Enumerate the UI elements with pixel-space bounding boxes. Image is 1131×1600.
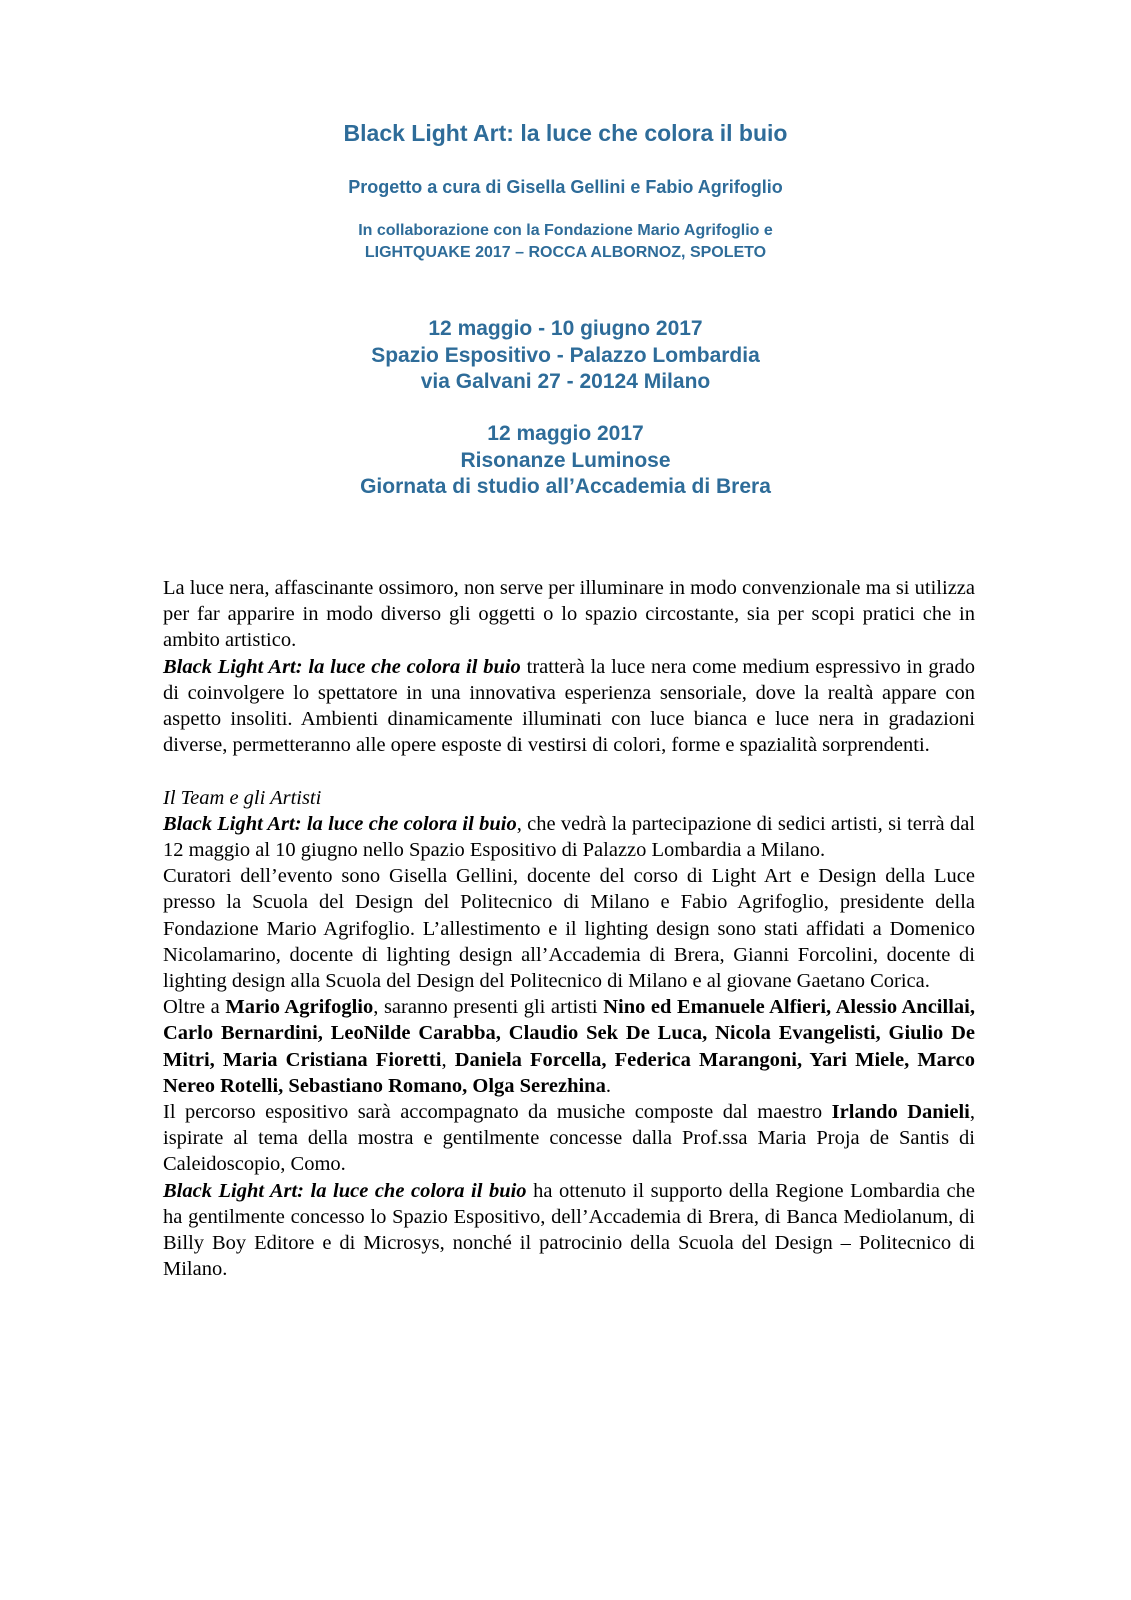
study-day-block	[200, 421, 931, 501]
music-paragraph	[163, 1099, 975, 1178]
featured-artist: Mario Agrifoglio	[225, 996, 374, 1019]
artists-text: .	[605, 1074, 611, 1097]
support-paragraph	[163, 1178, 975, 1283]
exhibition-dates: 12 maggio - 10 giugno 2017	[428, 317, 703, 340]
project-title-reference: Black Light Art: la luce che colora il buio	[163, 812, 517, 835]
exhibition-address: via Galvani 27 - 20124 Milano	[420, 370, 711, 393]
intro-paragraph: La luce nera, affascinante ossimoro, non serve per illuminare in modo convenzionale ma si utilizza per far apparire in modo diverso gli oggetti o lo spazio circostante, sia per scopi pratici che in ambito artistico.	[163, 577, 975, 652]
artists-list-2: Daniela Forcella, Federica Marangoni, Yari Miele, Marco Nereo Rotelli, Sebastiano Romano, Olga Serezhina	[163, 1048, 975, 1097]
study-day-date: 12 maggio 2017	[487, 422, 644, 445]
collaboration-block	[200, 220, 931, 264]
exhibition-text: , che vedrà la partecipazione di sedici artisti, si terrà dal 12 maggio al 10 giugno nello Spazio Espositivo di Palazzo Lombardia a Milano.	[163, 812, 975, 862]
exhibition-info-block	[200, 316, 931, 396]
body-text	[163, 575, 975, 1282]
music-text: Il percorso espositivo sarà accompagnato da musiche composte dal maestro	[163, 1101, 832, 1124]
composer-name: Irlando Danieli	[831, 1101, 970, 1124]
artists-text: Oltre a	[163, 996, 226, 1019]
concept-paragraph	[163, 654, 975, 759]
study-day-description: Giornata di studio all’Accademia di Brera	[360, 475, 771, 498]
artists-text: ,	[441, 1048, 455, 1071]
music-text: , ispirate al tema della mostra e gentilmente concesse dalla Prof.ssa Maria Proja de Santis di Caleidoscopio, Como.	[163, 1101, 975, 1176]
support-text: ha ottenuto il supporto della Regione Lombardia che ha gentilmente concesso lo Spazio Espositivo, dell’Accademia di Brera, di Banca Mediolanum, di Billy Boy Editore e di Microsys, nonché il patrocinio della Scuola del Design – Politecnico di Milano.	[163, 1179, 976, 1281]
concept-text: tratterà la luce nera come medium espressivo in grado di coinvolgere lo spettatore in una innovativa esperienza sensoriale, dove la realtà appare con aspetto insoliti. Ambienti dinamicamente illuminati con luce bianca e luce nera in gradazioni diverse, permetteranno alle opere esposte di vestirsi di colori, forme e spazialità sorprendenti.	[163, 655, 975, 757]
study-day-title: Risonanze Luminose	[460, 448, 671, 472]
exhibition-venue: Spazio Espositivo - Palazzo Lombardia	[371, 343, 760, 367]
section-heading: Il Team e gli Artisti	[163, 786, 322, 809]
project-title-reference: Black Light Art: la luce che colora il buio	[163, 655, 521, 678]
curators-line: Progetto a cura di Gisella Gellini e Fabio Agrifoglio	[348, 177, 783, 197]
artists-text: , saranno presenti gli artisti	[373, 996, 604, 1019]
curators-paragraph: Curatori dell’evento sono Gisella Gellini, docente del corso di Light Art e Design della Luce presso la Scuola del Design del Politecnico di Milano e Fabio Agrifoglio, presidente della Fondazione Mario Agrifoglio. L’allestimento e il lighting design sono stati affidati a Domenico Nicolamarino, docente di lighting design all’Accademia di Brera, Gianni Forcolini, docente di lighting design alla Scuola del Design del Politecnico di Milano e al giovane Gaetano Corica.	[163, 865, 975, 993]
exhibition-paragraph	[163, 811, 975, 863]
document-title: Black Light Art: la luce che colora il buio	[343, 120, 788, 146]
artists-paragraph	[163, 994, 975, 1099]
collaboration-line-2: LIGHTQUAKE 2017 – ROCCA ALBORNOZ, SPOLETO	[364, 244, 767, 261]
project-title-reference: Black Light Art: la luce che colora il buio	[163, 1179, 527, 1202]
artists-list-1: Nino ed Emanuele Alfieri, Alessio Ancillai, Carlo Bernardini, LeoNilde Carabba, Claudio Sek De Luca, Nicola Evangelisti, Giulio De Mitri, Maria Cristiana Fioretti	[163, 996, 975, 1071]
collaboration-line-1: In collaborazione con la Fondazione Mario Agrifoglio e	[358, 222, 773, 239]
paragraph-gap	[163, 758, 975, 784]
